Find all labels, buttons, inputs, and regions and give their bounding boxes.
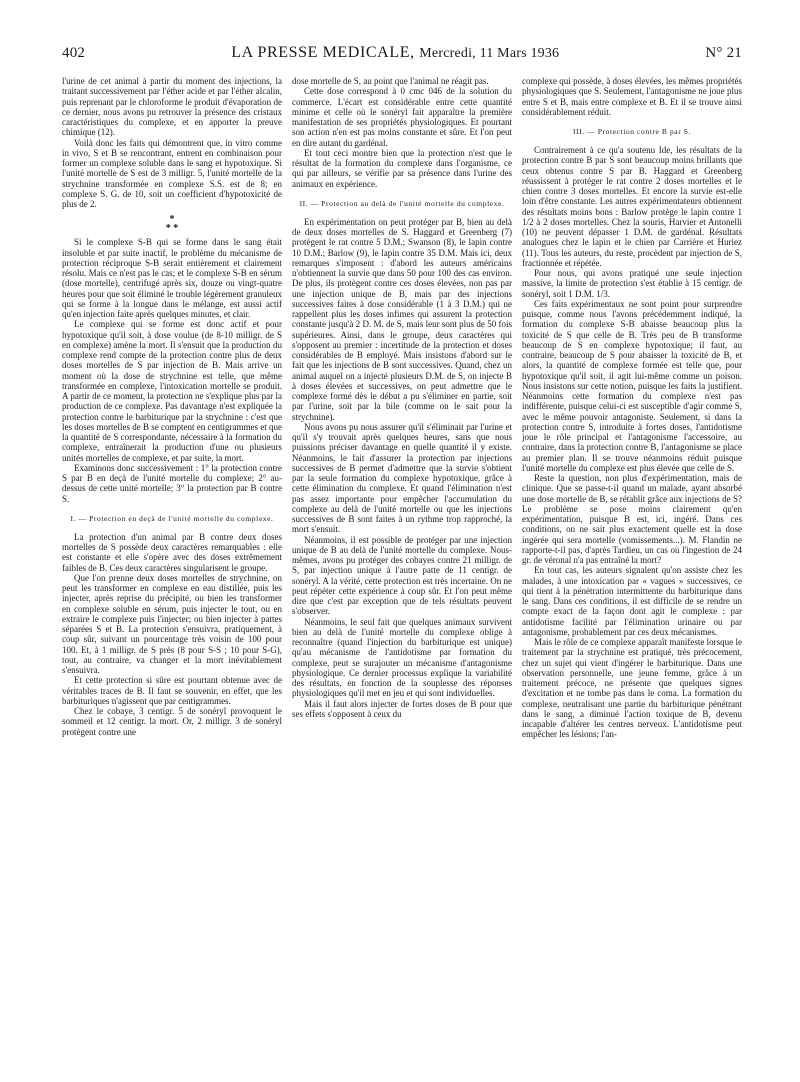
separator-star: * <box>169 214 175 226</box>
paragraph: Contrairement à ce qu'a soutenu Ide, les résultats de la protection contre B par S sont beaucoup moins brillants que ceux obtenus contre S par B. Haggard et Greenberg réussissent à protéger le rat contre 2 doses mortelles et le chien contre 3 doses mortelles. Et encore la survie est-elle loin d'être constante. Les autres expérimentateurs obtiennent des résultats moins bons : Barlow protège le lapin contre 1 1/2 à 2 doses mortelles. Chez la souris, Harvier et Antonelli (10) ne peuvent dépasser 1 D.M. de gardénal. Résultats analogues chez le lapin et le chien par Carrière et Huriez (11). Tous les auteurs, du reste, procèdent par injection de S, fractionnée et répétée. <box>522 145 742 268</box>
issue-date: Mercredi, 11 Mars 1936 <box>419 46 560 61</box>
journal-name: LA PRESSE MEDICALE, <box>231 44 415 61</box>
paragraph: Néanmoins, le seul fait que quelques animaux survivent bien au delà de l'unité mortelle du complexe oblige à reconnaître (quand l'injection du barbiturique est unique) qu'au mécanisme de l'antidotisme par formation du complexe, peut se surajouter un mécanisme d'antagonisme physiologique. Ce dernier processus explique la variabilité des résultats, en fonction de la souplesse des réponses physiologiques qu'il met en jeu et qui sont individuelles. <box>292 616 512 699</box>
paragraph: En tout cas, les auteurs signalent qu'on assiste chez les malades, à une intoxication par « vagues » successives, ce qui tient à la pénétration intermittente du barbiturique dans le sang. Dans ces conditions, il est difficile de se rendre un compte exact de la façon dont agit le complexe : par antidotisme facilité par l'élimination urinaire ou par antagonisme, probablement par ces deux mécanismes. <box>522 565 742 637</box>
paragraph: Mais le rôle de ce complexe apparaît manifeste lorsque le traitement par la strychnine est pratiqué, très précocement, chez un sujet qui vient d'ingérer le barbiturique. Dans une observation personnelle, une jeune femme, grâce à un traitement précoce, ne présente que quelques signes d'excitation et ne tombe pas dans le coma. La formation du complexe, neutralisant une partie du barbiturique pénétrant dans le sang, a diminué l'action toxique de B, devenu incapable d'altérer les centres nerveux. L'antidotisme peut empêcher les lésions; l'an- <box>522 637 742 740</box>
section-heading-3: III. — Protection contre B par S. <box>572 127 692 136</box>
page-header <box>62 44 742 68</box>
paragraph: Chez le cobaye, 3 centigr. 5 de sonéryl provoquent le sommeil et 12 centigr. la mort. Or, 2 milligr. 3 de sonéryl protègent contre une <box>62 706 282 737</box>
paragraph: Mais il faut alors injecter de fortes doses de B pour que ses effets s'opposent à ceux du <box>292 698 512 719</box>
column-1 <box>62 76 282 1076</box>
paragraph: complexe qui possède, à doses élevées, les mêmes propriétés physiologiques que S. Seulement, l'antagonisme ne joue plus entre S et B, mais entre complexe et B. Et il se trouve ainsi considérablement réduit. <box>522 76 742 117</box>
column-2 <box>292 76 512 1076</box>
paragraph: Néanmoins, il est possible de protéger par une injection unique de B au delà de l'unité mortelle du complexe. Nous-mêmes, avons pu protéger des cobayes contre 21 milligr. de S, par injection unique à l'autre patte de 11 centigr. de sonéryl. A la vérité, cette protection est très incertaine. On ne peut répéter cette expérience à coup sûr. Et l'on peut même dire que c'est par exception que de tels résultats peuvent s'observer. <box>292 534 512 617</box>
section-separator <box>62 215 282 233</box>
paragraph: Si le complexe S-B qui se forme dans le sang était insoluble et par suite inactif, le problème du mécanisme de protection réciproque S-B serait entièrement et clairement résolu. Mais ce n'est pas le cas; et le complexe S-B en sérum (dose mortelle), centrifugé après six, douze ou vingt-quatre heures pour que soit éliminé le trouble légèrement granuleux qui se forme à la longue dans le mélange, est aussi actif qu'en injection faite après quelques minutes, et clair. <box>62 237 282 319</box>
issue-number: N° 21 <box>705 45 742 61</box>
section-heading-1: I. — Protection en deçà de l'unité mortelle du complexe. <box>70 513 274 523</box>
paragraph: l'urine de cet animal à partir du moment des injections, la traitant successivement par l'éther acide et par l'éther alcalin, puis reprenant par le chloroforme le produit d'évaporation de ce dernier, nous avons pu retrouver la présence des cristaux caractéristiques du complexe, et en apporter la preuve chimique (12). <box>62 76 282 138</box>
paragraph: La protection d'un animal par B contre deux doses mortelles de S possède deux caractères remarquables : elle est constante et elle s'opère avec des doses extrêmement faibles de B. Ces deux caractères singularisent le groupe. <box>62 531 282 573</box>
paragraph: Ces faits expérimentaux ne sont point pour surprendre puisque, comme nous l'avons précédemment indiqué, la formation du complexe S-B abaisse beaucoup plus la toxicité de S que celle de B. Très peu de B transforme beaucoup de S en complexe hypotoxique; il faut, au contraire, beaucoup de S pour abaisser la toxicité de B, et alors, la quantité de complexe formée est telle que, pour hypotoxique qu'il soit, il agit lui-même comme un poison. Nous insistons sur cette notion, puisque les faits la justifient. Néanmoins cette formation du complexe n'est pas indifférente, puisque celui-ci est susceptible d'agir comme S, avec le même pouvoir antagoniste. Seulement, si dans la protection contre S, introduite à fortes doses, l'antidotisme joue le rôle principal et l'antagonisme l'accessoire, au contraire, dans la protection contre B, l'antagonisme se place au premier plan. Il se trouve néanmoins réduit puisque l'unité mortelle du complexe est plus élevée que celle de S. <box>522 298 742 473</box>
paragraph: dose mortelle de S, au point que l'animal ne réagit pas. <box>292 76 489 86</box>
paragraph: Le complexe qui se forme est donc actif et pour hypotoxique qu'il soit, à dose voulue (de 8-10 milligr. de S en complexe) amène la mort. Il s'ensuit que la production du complexe rend compte de la protection contre plus de deux doses mortelles de S par injection de B. Mais arrive un moment où la dose de strychnine est telle, que même transformée en complexe, l'intoxication mortelle se produit. A partir de ce moment, la protection ne s'explique plus par la production de ce complexe. Pas davantage n'est expliquée la protection contre le barbiturique par la strychnine : c'est que les doses mortelles de B se comptent en centigrammes et que la quantité de S correspondante, nécessaire à la formation du complexe, entraînerait la production d'une ou plusieurs unités mortelles de complexe, et par suite, la mort. <box>62 319 282 463</box>
section-heading-2: II. — Protection au delà de l'unité mortelle du complexe. <box>299 198 505 208</box>
paragraph: Que l'on prenne deux doses mortelles de strychnine, on peut les transformer en complexe en eau distillée, puis les injecter, après reprise du précipité, ou bien les transformer en complexe soluble en sérum, puis injecter le tout, ou en extraire le complexe puis l'injecter; ou bien injecter à pattes séparées S et B. La protection s'ensuivra, pratiquement, à coup sûr, suivant un pourcentage très voisin de 100 pour 100. Et, à 1 milligr. de S près (8 pour S-S ; 10 pour S-G), tout, au contraire, va changer et la mort inévitablement s'ensuivra. <box>62 572 282 675</box>
paragraph: Examinons donc successivement : 1° la protection contre S par B en deçà de l'unité mortelle du complexe; 2° au-dessus de cette unité mortelle; 3° la protection par B contre S. <box>62 462 282 504</box>
paragraph: Et tout ceci montre bien que la protection n'est que le résultat de la formation du complexe dans l'organisme, ce qui par ailleurs, se vérifie par sa présence dans l'urine des animaux en expérience. <box>292 147 512 189</box>
paragraph: Reste la question, non plus d'expérimentation, mais de clinique. Que se passe-t-il quand un malade, ayant absorbé une dose mortelle de B, se rétablit grâce aux injections de S? Le problème se pose moins clairement qu'en expérimentation, puisque B est, ici, ingéré. Dans ces conditions, on ne sait plus exactement quelle est la dose ingérée qui sera mortelle (vomissements...). M. Flandin ne rapporte-t-il pas, d'après Tardieu, un cas où l'ingestion de 24 gr. de véronal n'a pas entraîné la mort? <box>522 473 742 565</box>
column-3 <box>522 76 742 1076</box>
journal-title <box>231 44 559 62</box>
paragraph: En expérimentation on peut protéger par B, bien au delà de deux doses mortelles de S. Haggard et Greenberg (7) protègent le rat contre 5 D.M.; Swanson (8), le lapin contre 10 D.M.; Barlow (9), le lapin contre 35 D.M. Mais ici, deux remarques s'imposent : d'abord les auteurs américains n'obtiennent la survie que dans 50 pour 100 des cas environ. De plus, ils protègent contre ces doses élevées, non pas par une injection unique de B, mais par des injections successives faites à dose considérable (1 à 3 D.M.) qui ne rappellent plus les doses infimes qui assurent la protection constante jusqu'à 2 D. M. de S, mais leur sont plus de 50 fois supérieures. Ainsi, dans le groupe, deux caractères qui s'opposent au premier : incertitude de la protection et doses considérables de B employé. Mais insistons d'abord sur le fait que les injections de B sont successives. Quand, chez un animal auquel on a injecté plusieurs D.M. de S, on injecte B à doses élevées et successives, on peut admettre que le complexe formé dès le début a pu s'éliminer en partie, soit par l'urine, soit par la bile (comme on le sait pour la strychnine). <box>292 216 512 422</box>
paragraph: Voilà donc les faits qui démontrent que, in vitro comme in vivo, S et B se rencontrant, entrent en combinaison pour former un complexe soluble dans le sang et hypotoxique. Si l'unité mortelle de S est de 3 milligr. 5, l'unité mortelle de la strychnine transformée en complexe S.S. est de 8; en complexe S. G. de 10, soit un coefficient d'hypotoxicité de plus de 2. <box>62 137 282 209</box>
page-number: 402 <box>62 45 86 61</box>
separator-stars: * * <box>165 223 179 235</box>
paragraph: Et cette protection si sûre est pourtant obtenue avec de véritables traces de B. Il faut se souvenir, en effet, que les barbituriques n'agissent que par centigrammes. <box>62 675 282 706</box>
paragraph: Cette dose correspond à 0 cmc 046 de la solution du commerce. L'écart est considérable entre cette quantité minime et celle où le sonéryl fait apparaître la première manifestation de ses propriétés physiologiques. Et pourtant son action n'en est pas moins constante et sûre. Et l'on peut en dire autant du gardénal. <box>292 86 512 148</box>
paragraph: Nous avons pu nous assurer qu'il s'éliminait par l'urine et qu'il s'y trouvait après quelques heures, sans que nous puissions préciser davantage en quelle quantité il y existe. Néanmoins, le fait d'assurer la protection par injections successives de B permet d'admettre que la survie s'obtient par la seule formation du complexe hypotoxique, grâce à cette élimination du complexe. Et quand l'élimination n'est pas assez importante pour empêcher l'accumulation du complexe au delà de l'unité mortelle ou que les injections successives de B sont faites à un rythme trop rapproché, la mort s'ensuit. <box>292 421 512 535</box>
text-columns <box>62 76 742 1076</box>
paragraph: Pour nous, qui avons pratiqué une seule injection massive, la limite de protection s'est établie à 15 centigr. de sonéryl, soit 1 D.M. 1/3. <box>522 268 742 299</box>
